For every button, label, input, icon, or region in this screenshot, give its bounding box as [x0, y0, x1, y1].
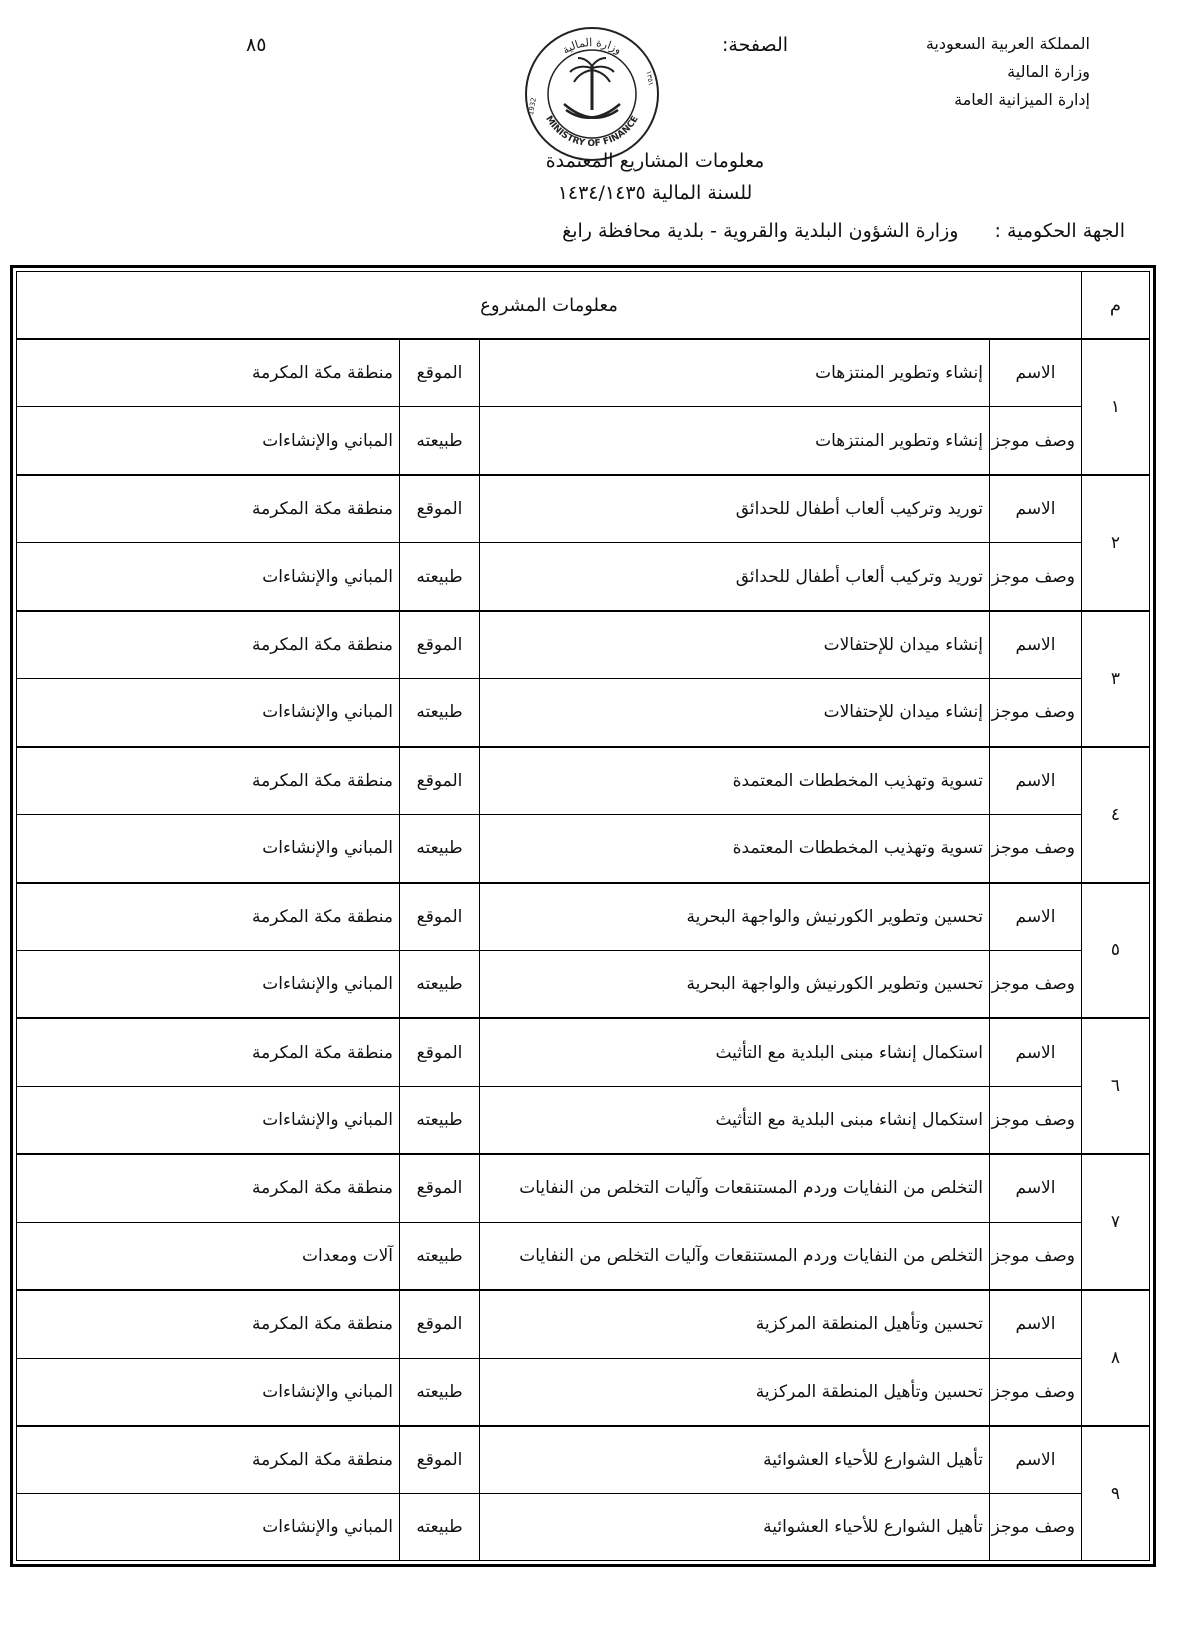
project-type: المباني والإنشاءات [17, 950, 400, 1018]
project-location: منطقة مكة المكرمة [17, 747, 400, 815]
header-org-block [830, 30, 1090, 114]
project-number: ٢ [1082, 475, 1150, 611]
project-name: توريد وتركيب ألعاب أطفال للحدائق [480, 475, 990, 543]
project-description: استكمال إنشاء مبنى البلدية مع التأثيث [480, 1086, 990, 1154]
project-number: ٦ [1082, 1018, 1150, 1154]
project-number: ٧ [1082, 1154, 1150, 1290]
location-label: الموقع [400, 1426, 480, 1494]
description-label: وصف موجز [990, 1358, 1082, 1426]
svg-text:وزارة المالية: وزارة المالية [560, 35, 625, 57]
project-number: ١ [1082, 339, 1150, 475]
table-row [17, 950, 1150, 1018]
name-label: الاسم [990, 475, 1082, 543]
location-label: الموقع [400, 1154, 480, 1222]
project-name: تسوية وتهذيب المخططات المعتمدة [480, 747, 990, 815]
name-label: الاسم [990, 747, 1082, 815]
project-location: منطقة مكة المكرمة [17, 611, 400, 679]
type-label: طبيعته [400, 1086, 480, 1154]
location-label: الموقع [400, 883, 480, 951]
description-label: وصف موجز [990, 1086, 1082, 1154]
table-row [17, 1358, 1150, 1426]
header-col-m: م [1082, 272, 1150, 340]
report-title: معلومات المشاريع المعتمدة [545, 150, 765, 172]
name-label: الاسم [990, 1290, 1082, 1358]
table-row [17, 1018, 1150, 1086]
project-description: توريد وتركيب ألعاب أطفال للحدائق [480, 543, 990, 611]
project-description: إنشاء ميدان للإحتفالات [480, 679, 990, 747]
header-col-info: معلومات المشروع [17, 272, 1082, 340]
entity-value: وزارة الشؤون البلدية والقروية - بلدية محافظة رابغ [562, 220, 959, 242]
type-label: طبيعته [400, 1222, 480, 1290]
table-row [17, 339, 1150, 407]
name-label: الاسم [990, 1018, 1082, 1086]
ministry-seal-logo [522, 24, 662, 164]
project-number: ٤ [1082, 747, 1150, 883]
name-label: الاسم [990, 339, 1082, 407]
name-label: الاسم [990, 1154, 1082, 1222]
location-label: الموقع [400, 1290, 480, 1358]
page-number: ٨٥ [246, 34, 267, 56]
project-type: المباني والإنشاءات [17, 407, 400, 475]
name-label: الاسم [990, 883, 1082, 951]
project-type: المباني والإنشاءات [17, 679, 400, 747]
project-location: منطقة مكة المكرمة [17, 1154, 400, 1222]
project-name: تأهيل الشوارع للأحياء العشوائية [480, 1426, 990, 1494]
project-location: منطقة مكة المكرمة [17, 1018, 400, 1086]
project-number: ٥ [1082, 883, 1150, 1019]
svg-text:١٣٥١: ١٣٥١ [644, 70, 655, 87]
table-row [17, 1494, 1150, 1561]
project-number: ٣ [1082, 611, 1150, 747]
project-name: تحسين وتطوير الكورنيش والواجهة البحرية [480, 883, 990, 951]
project-number: ٨ [1082, 1290, 1150, 1426]
projects-table-frame [10, 265, 1156, 1567]
description-label: وصف موجز [990, 1494, 1082, 1561]
project-name: إنشاء وتطوير المنتزهات [480, 339, 990, 407]
project-description: تحسين وتطوير الكورنيش والواجهة البحرية [480, 950, 990, 1018]
table-row [17, 1290, 1150, 1358]
table-row [17, 747, 1150, 815]
description-label: وصف موجز [990, 950, 1082, 1018]
project-type: المباني والإنشاءات [17, 815, 400, 883]
page-label: الصفحة: [722, 34, 789, 56]
svg-text:1932: 1932 [526, 96, 538, 116]
project-name: تحسين وتأهيل المنطقة المركزية [480, 1290, 990, 1358]
table-row [17, 543, 1150, 611]
location-label: الموقع [400, 475, 480, 543]
location-label: الموقع [400, 611, 480, 679]
project-name: استكمال إنشاء مبنى البلدية مع التأثيث [480, 1018, 990, 1086]
project-description: إنشاء وتطوير المنتزهات [480, 407, 990, 475]
entity-label: الجهة الحكومية : [994, 220, 1125, 242]
table-row [17, 679, 1150, 747]
project-location: منطقة مكة المكرمة [17, 339, 400, 407]
project-type: آلات ومعدات [17, 1222, 400, 1290]
type-label: طبيعته [400, 679, 480, 747]
type-label: طبيعته [400, 407, 480, 475]
project-location: منطقة مكة المكرمة [17, 1426, 400, 1494]
type-label: طبيعته [400, 543, 480, 611]
kingdom-name: المملكة العربية السعودية [925, 34, 1090, 53]
project-description: تحسين وتأهيل المنطقة المركزية [480, 1358, 990, 1426]
ministry-name: وزارة المالية [1007, 62, 1090, 81]
type-label: طبيعته [400, 1358, 480, 1426]
table-row [17, 1426, 1150, 1494]
project-type: المباني والإنشاءات [17, 1086, 400, 1154]
project-description: تأهيل الشوارع للأحياء العشوائية [480, 1494, 990, 1561]
projects-table [16, 271, 1150, 1561]
project-type: المباني والإنشاءات [17, 1494, 400, 1561]
table-row [17, 475, 1150, 543]
description-label: وصف موجز [990, 543, 1082, 611]
table-row [17, 815, 1150, 883]
project-location: منطقة مكة المكرمة [17, 475, 400, 543]
table-row [17, 1154, 1150, 1222]
project-name: التخلص من النفايات وردم المستنقعات وآليات التخلص من النفايات [480, 1154, 990, 1222]
project-number: ٩ [1082, 1426, 1150, 1561]
table-row [17, 1086, 1150, 1154]
government-entity [562, 220, 1125, 242]
type-label: طبيعته [400, 950, 480, 1018]
project-location: منطقة مكة المكرمة [17, 1290, 400, 1358]
project-type: المباني والإنشاءات [17, 543, 400, 611]
project-description: تسوية وتهذيب المخططات المعتمدة [480, 815, 990, 883]
description-label: وصف موجز [990, 679, 1082, 747]
type-label: طبيعته [400, 1494, 480, 1561]
table-row [17, 611, 1150, 679]
name-label: الاسم [990, 611, 1082, 679]
project-location: منطقة مكة المكرمة [17, 883, 400, 951]
table-row [17, 883, 1150, 951]
location-label: الموقع [400, 747, 480, 815]
name-label: الاسم [990, 1426, 1082, 1494]
description-label: وصف موجز [990, 815, 1082, 883]
department-name: إدارة الميزانية العامة [954, 90, 1090, 109]
project-description: التخلص من النفايات وردم المستنقعات وآليات التخلص من النفايات [480, 1222, 990, 1290]
location-label: الموقع [400, 339, 480, 407]
type-label: طبيعته [400, 815, 480, 883]
description-label: وصف موجز [990, 1222, 1082, 1290]
description-label: وصف موجز [990, 407, 1082, 475]
table-row [17, 407, 1150, 475]
project-type: المباني والإنشاءات [17, 1358, 400, 1426]
svg-text:MINISTRY OF FINANCE: MINISTRY OF FINANCE [543, 114, 641, 150]
table-row [17, 1222, 1150, 1290]
location-label: الموقع [400, 1018, 480, 1086]
project-name: إنشاء ميدان للإحتفالات [480, 611, 990, 679]
fiscal-year: للسنة المالية ١٤٣٤/١٤٣٥ [557, 182, 753, 204]
